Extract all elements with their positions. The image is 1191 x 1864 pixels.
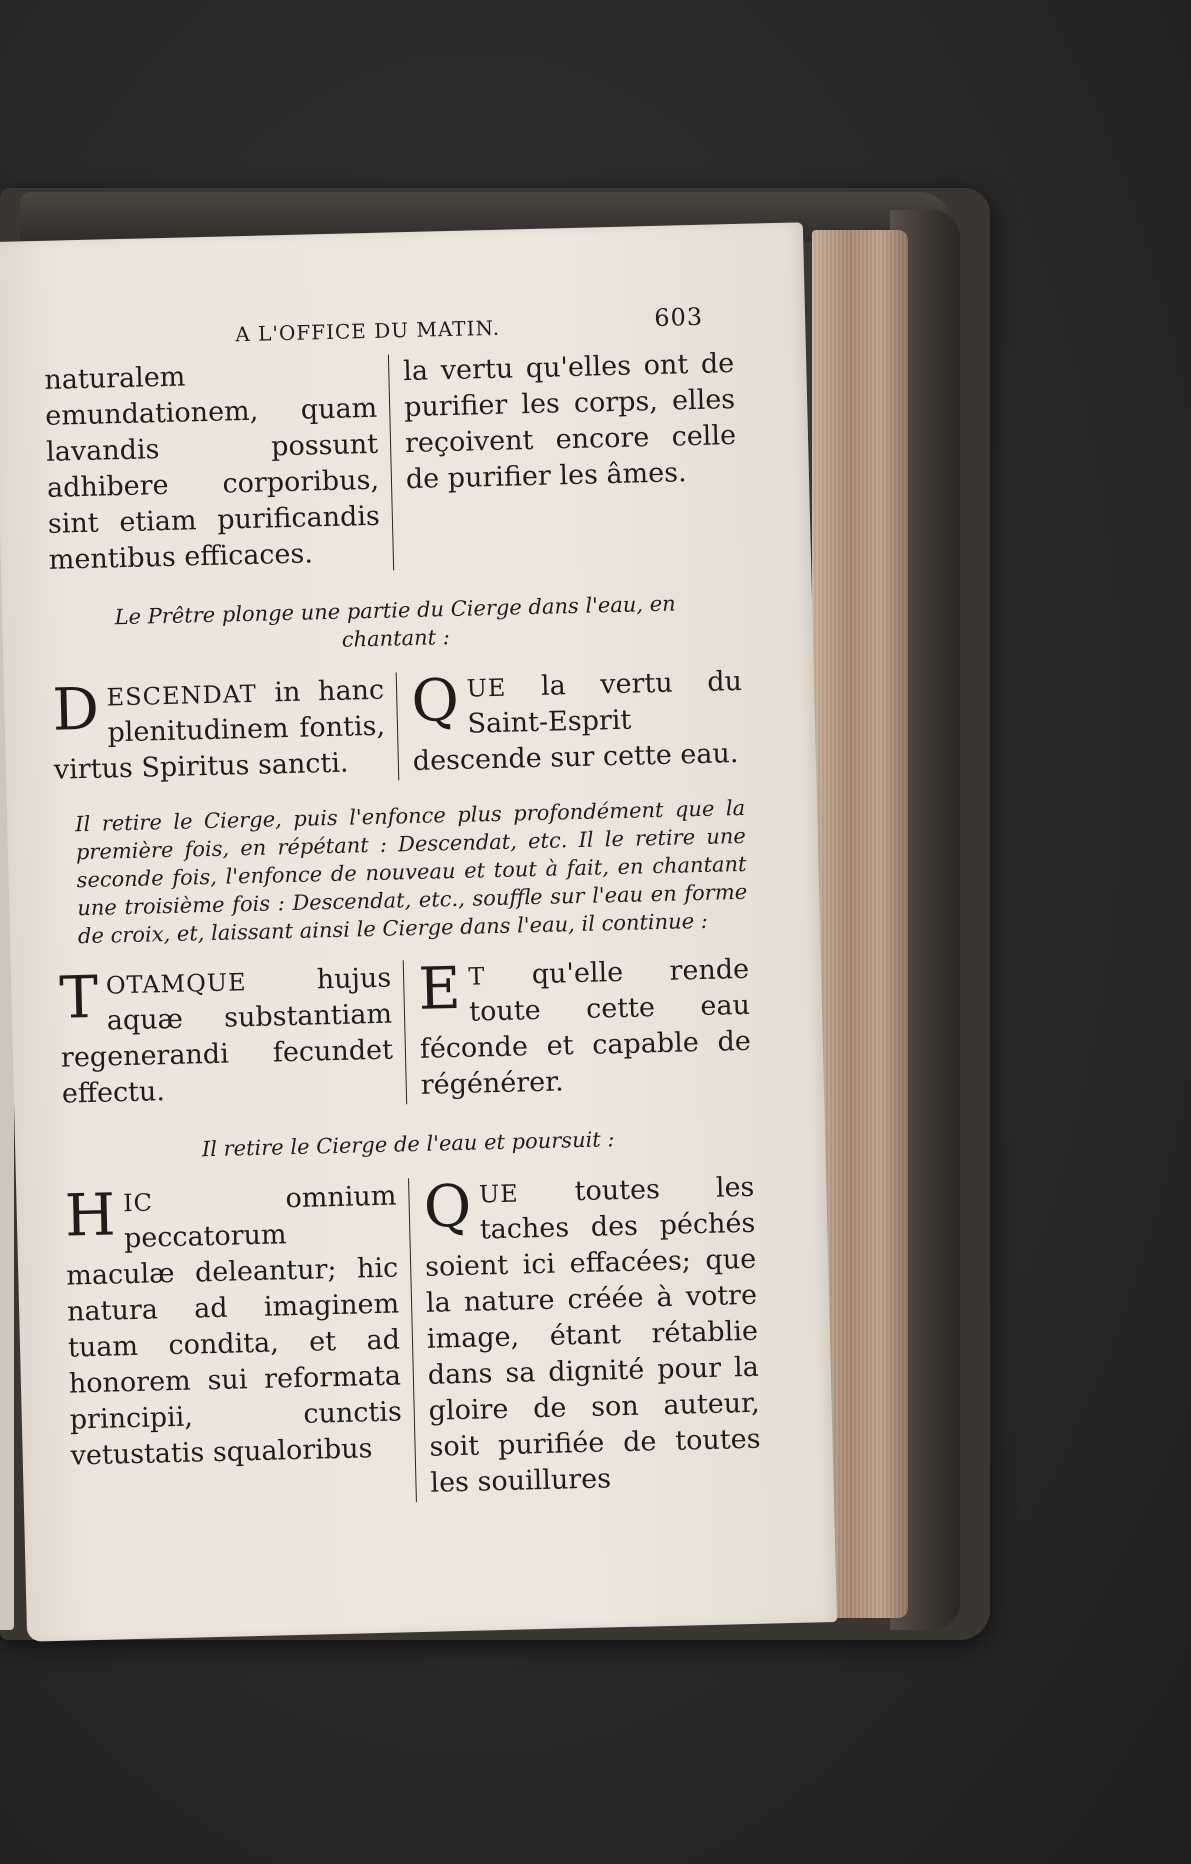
french-column <box>404 952 752 1104</box>
latin-text: hujus aquæ substantiam regenerandi fecundet effectu. <box>60 962 394 1110</box>
running-head-title: A L'OFFICE DU MATIN. <box>235 315 501 347</box>
latin-text: omnium peccatorum maculæ deleantur; hic natura ad imaginem tuam condita, et ad honorem sui reformata principii, cunctis vetustatis squaloribus <box>65 1180 403 1472</box>
latin-column <box>59 960 407 1112</box>
lead-word: UE <box>478 1179 520 1209</box>
rubric-1: Le Prêtre plonge une partie du Cierge dans l'eau, en chantant : <box>114 591 676 652</box>
lead-word: UE <box>466 673 507 703</box>
drop-cap: D <box>51 674 100 744</box>
drop-cap: H <box>63 1180 117 1250</box>
latin-text: in hanc plenitudinem fontis, virtus Spiritus sancti. <box>53 674 386 786</box>
french-text: toutes les taches des péchés soient ici effacées; que la nature créée à votre image, étant rétablie dans sa dignité pour la gloire de son auteur, soit purifiée de toutes les souillures <box>424 1171 761 1499</box>
french-text: qu'elle rende toute cette eau féconde et capable de régénérer. <box>419 953 752 1101</box>
parallel-block-1 <box>44 346 739 579</box>
lead-word: OTAMQUE <box>105 968 247 1000</box>
page-content <box>43 300 762 1511</box>
french-column <box>397 664 745 780</box>
parallel-block-3 <box>59 952 752 1113</box>
parallel-block-2 <box>52 664 744 789</box>
latin-column <box>52 672 400 788</box>
book-page <box>0 222 837 1641</box>
latin-column: naturalem emundationem, quam lavandis possunt adhibere corporibus, sint etiam purificandis mentibus efficaces. <box>44 354 394 578</box>
lead-word: T <box>468 962 486 991</box>
drop-cap: Q <box>422 1171 473 1241</box>
french-column: la vertu qu'elles ont de purifier les corps, elles reçoivent encore celle de purifier les âmes. <box>402 348 737 496</box>
lead-word: IC <box>122 1188 154 1218</box>
parallel-block-4 <box>64 1170 762 1511</box>
french-text: la vertu du Saint-Esprit descende sur cette eau. <box>412 665 743 777</box>
drop-cap: Q <box>410 665 460 736</box>
drop-cap: E <box>417 953 462 1023</box>
rubric-2: Il retire le Cierge, puis l'enfonce plus profondément que la première fois, en répétant : Descendat, etc. Il le retire une seconde fois, l'enfonce de nouveau et tout à fait, en chantant une troisième fois : Descendat, etc., souffle sur l'eau en forme de croix, et, laissant ainsi le Cierge dans l'eau, il continue : <box>74 795 748 949</box>
rubric-3: Il retire le Cierge de l'eau et poursuit : <box>201 1127 615 1162</box>
latin-column <box>64 1178 417 1510</box>
lead-word: ESCENDAT <box>106 679 258 712</box>
drop-cap: T <box>58 962 100 1032</box>
french-column <box>409 1170 762 1502</box>
page-number: 603 <box>653 302 704 332</box>
